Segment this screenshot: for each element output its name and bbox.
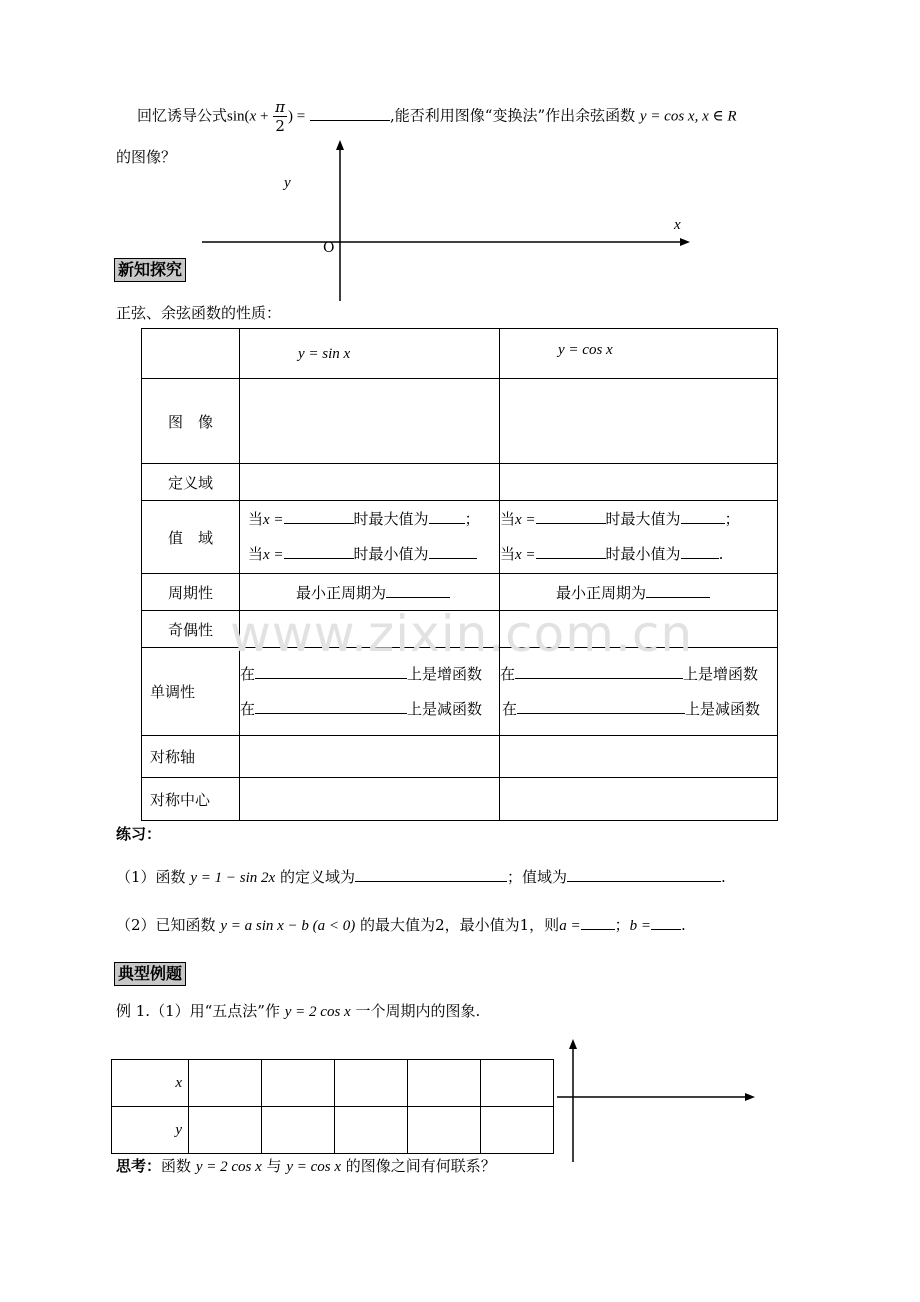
axis1-y-label: y <box>284 175 291 191</box>
q2-b-blank[interactable] <box>651 915 681 930</box>
intro-text-2: ,能否利用图像“变换法”作出余弦函数 <box>390 106 636 125</box>
blank[interactable] <box>284 544 354 559</box>
two: 2 <box>275 117 285 135</box>
cos-monotonic-cell: 在 上是增函数 在 上是减函数 <box>500 648 778 736</box>
sin-parity-cell[interactable] <box>240 611 500 648</box>
blank[interactable] <box>681 544 719 559</box>
sin-range-cell: 当x = 时最大值为 ； 当x = 时最小值为 <box>240 501 500 574</box>
y-axis-2-arrow <box>569 1039 577 1049</box>
x-axis-arrow <box>680 238 690 246</box>
cos-axis-cell[interactable] <box>500 736 778 778</box>
row-label-domain: 定义域 <box>142 464 240 501</box>
intro-x: x <box>249 108 257 125</box>
blank[interactable] <box>536 544 606 559</box>
x-cell[interactable] <box>481 1060 554 1107</box>
intro-plus: + <box>256 108 273 125</box>
axes-2 <box>552 1036 762 1166</box>
cos-range-cell: 当x = 时最大值为 ； 当x = 时最小值为 . <box>500 501 778 574</box>
sin-domain-cell[interactable] <box>240 464 500 501</box>
blank[interactable] <box>255 699 407 714</box>
blank[interactable] <box>517 699 685 714</box>
sin-axis-cell[interactable] <box>240 736 500 778</box>
think-label: 思考： <box>116 1157 162 1175</box>
pi-symbol: π <box>275 98 286 116</box>
section-header-examples: 典型例题 <box>114 962 186 986</box>
row-label-parity: 奇偶性 <box>142 611 240 648</box>
cos-image-cell[interactable] <box>500 379 778 464</box>
practice-q1: （1）函数 y = 1 − sin 2x 的定义域为 ；值域为 . <box>116 868 726 886</box>
intro-line <box>137 98 737 135</box>
five-point-table <box>111 1059 554 1154</box>
pi-over-two <box>273 98 287 135</box>
intro-blank[interactable] <box>310 106 390 121</box>
blank[interactable] <box>429 544 477 559</box>
x-axis-2-arrow <box>745 1093 755 1101</box>
q1-range-blank[interactable] <box>567 867 721 882</box>
example1-text: 例 1.（1）用“五点法”作 y = 2 cos x 一个周期内的图象. <box>116 1002 481 1020</box>
cos-period-cell: 最小正周期为 <box>500 574 778 611</box>
blank[interactable] <box>255 664 407 679</box>
blank[interactable] <box>536 509 606 524</box>
x-cell[interactable] <box>335 1060 408 1107</box>
sin-image-cell[interactable] <box>240 379 500 464</box>
axis1-origin: O <box>323 240 335 256</box>
cos-parity-cell[interactable] <box>500 611 778 648</box>
q1-domain-blank[interactable] <box>355 867 507 882</box>
intro-func: y = cos x, x ∈ R <box>639 108 737 125</box>
row-label-period: 周期性 <box>142 574 240 611</box>
row-label-center: 对称中心 <box>142 778 240 821</box>
header-empty-cell <box>142 329 240 379</box>
sin-monotonic-cell: 在 上是增函数 在 上是减函数 <box>240 648 500 736</box>
blank[interactable] <box>386 583 450 598</box>
sin-period-cell: 最小正周期为 <box>240 574 500 611</box>
watermark: www.zixin.com.cn <box>230 605 694 663</box>
header-cos-cell <box>500 329 778 379</box>
properties-table <box>141 328 778 821</box>
blank[interactable] <box>646 583 710 598</box>
q2-a-blank[interactable] <box>581 915 615 930</box>
y-axis-arrow <box>336 140 344 150</box>
row-label-range: 值 域 <box>142 501 240 574</box>
header-sin: y = sin x <box>298 346 351 362</box>
intro-sin: sin( <box>227 108 250 125</box>
practice-q2: （2）已知函数 y = a sin x − b (a < 0) 的最大值为2，最小值为1，则a = ；b = . <box>116 916 686 934</box>
x-cell[interactable] <box>189 1060 262 1107</box>
cos-domain-cell[interactable] <box>500 464 778 501</box>
y-cell[interactable] <box>189 1107 262 1154</box>
y-cell[interactable] <box>481 1107 554 1154</box>
blank[interactable] <box>681 509 725 524</box>
row-label-x: x <box>112 1060 189 1107</box>
section-header-new-knowledge: 新知探究 <box>114 258 186 282</box>
y-cell[interactable] <box>262 1107 335 1154</box>
x-cell[interactable] <box>408 1060 481 1107</box>
x-cell[interactable] <box>262 1060 335 1107</box>
header-cos: y = cos x <box>558 342 613 358</box>
cos-center-cell[interactable] <box>500 778 778 821</box>
blank[interactable] <box>284 509 354 524</box>
intro-text-1: 回忆诱导公式 <box>137 106 228 125</box>
row-label-axis: 对称轴 <box>142 736 240 778</box>
axes-1 <box>190 138 710 308</box>
row-label-image: 图 像 <box>142 379 240 464</box>
y-cell[interactable] <box>335 1107 408 1154</box>
section1-subtitle: 正弦、余弦函数的性质： <box>116 304 282 322</box>
think-line: 思考：函数 y = 2 cos x 与 y = cos x 的图像之间有何联系？ <box>116 1157 496 1175</box>
row-label-y: y <box>112 1107 189 1154</box>
practice-title: 练习： <box>116 825 162 843</box>
blank[interactable] <box>429 509 465 524</box>
intro-close: ) = <box>288 108 306 125</box>
header-sin-cell <box>240 329 500 379</box>
row-label-monotonic: 单调性 <box>142 648 240 736</box>
intro-line-2: 的图像？ <box>116 148 177 166</box>
sin-center-cell[interactable] <box>240 778 500 821</box>
y-cell[interactable] <box>408 1107 481 1154</box>
blank[interactable] <box>515 664 683 679</box>
axis1-x-label: x <box>674 217 681 233</box>
